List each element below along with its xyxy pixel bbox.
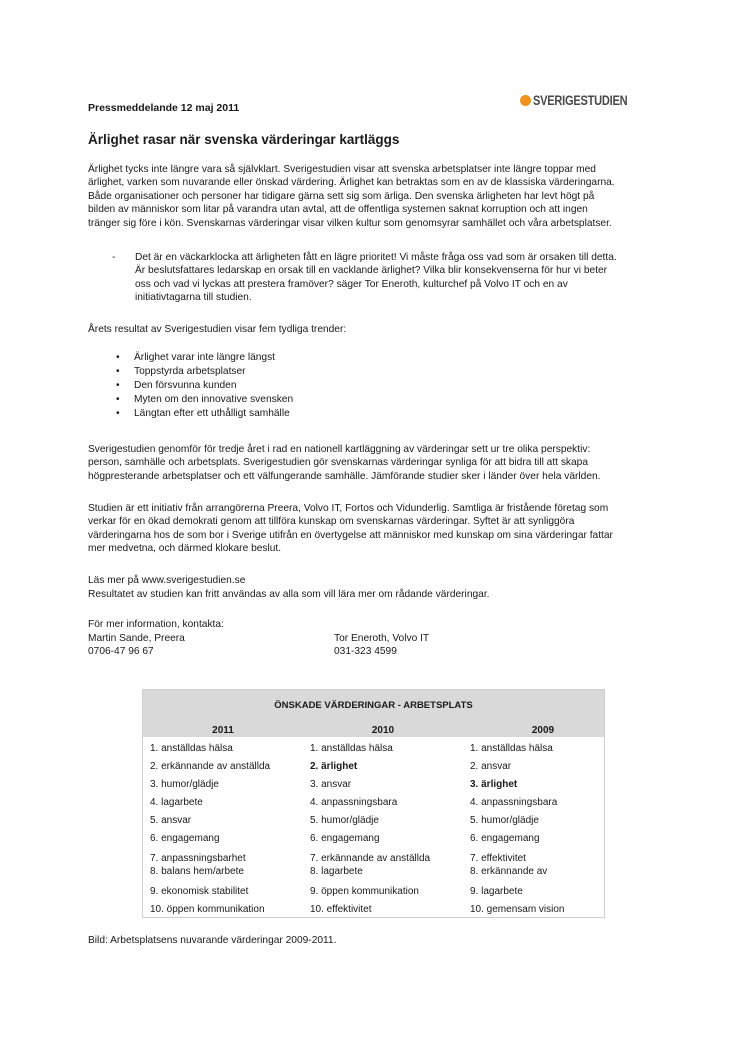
table-cell: 10. öppen kommunikation (150, 904, 265, 915)
table-cell: 9. lagarbete (470, 886, 523, 897)
headline: Ärlighet rasar när svenska värderingar kartläggs (88, 132, 400, 147)
quote-body (135, 251, 675, 305)
text-line: tränger sig före i kön. Svenskarnas värderingar visar vilken kultur som genomsyrar samhället och våra arbetsplatser. (88, 217, 612, 229)
bullet: • (116, 394, 120, 405)
quote-dash: - (112, 252, 116, 263)
bullet: • (116, 380, 120, 391)
table-title: ÖNSKADE VÄRDERINGAR - ARBETSPLATS (274, 700, 473, 711)
read-more (88, 574, 489, 601)
website-link[interactable]: Läs mer på www.sverigestudien.se (88, 575, 246, 586)
year-header: 2011 (212, 725, 234, 736)
intro-paragraph (88, 163, 660, 230)
column-2010 (310, 740, 468, 919)
year-header: 2009 (531, 725, 555, 736)
text-line: Ärlighet tycks inte längre vara så självklart. Sverigestudien visar att svenska arbetsplatser inte längre toppar med (88, 164, 596, 175)
contact-name: Martin Sande, Preera (88, 632, 185, 644)
contact-phone: 0706-47 96 67 (88, 646, 154, 658)
table-cell: 10. effektivitet (310, 904, 372, 915)
table-cell: 4. anpassningsbara (470, 797, 558, 808)
table-cell: 3. ansvar (310, 779, 352, 790)
bullet: • (116, 366, 120, 377)
text-line: mer medvetna, och därmed klokare beslut. (88, 543, 282, 555)
text-line: Det är en väckarklocka att ärligheten fått en lägre prioritet! Vi måste fråga oss vad som är orsaken till detta. (135, 252, 617, 263)
table-cell: 7. erkännande av anställda (310, 853, 431, 864)
table-cell: 4. anpassningsbara (310, 797, 398, 808)
table-cell: 2. erkännande av anställda (150, 761, 271, 772)
text-line: värderingarna hos de som bor i Sverige utifrån en övertygelse att människor med kunskap om sina värderingar fattar (88, 529, 613, 541)
column-2011 (150, 740, 308, 919)
table-cell: 2. ansvar (470, 761, 512, 772)
table-cell: 6. engagemang (470, 833, 540, 844)
text-line: Sverigestudien genomför för tredje året i rad en nationell kartläggning av värderingar sett ur tre olika perspektiv: (88, 444, 591, 455)
table-header (143, 690, 604, 737)
text-line: Studien är ett initiativ från arrangörerna Preera, Volvo IT, Fortos och Vidunderlig. Samtliga är fristående företag som (88, 503, 609, 514)
table-cell: 1. anställdas hälsa (470, 743, 553, 754)
table-cell-highlight: 2. ärlighet (310, 761, 358, 772)
text-line: verkar för en ökad demokrati genom att tillföra kunskap om svenskarnas värderingar. Syftet är att synliggöra (88, 516, 575, 528)
table-cell: 10. gemensam vision (470, 904, 565, 915)
table-cell-highlight: 3. ärlighet (470, 779, 518, 790)
text-line: högpresterande arbetsplatser och ett välfungerande samhälle. Jämförande studier sker i länder över hela världen. (88, 470, 601, 482)
text-line: ärlighet, varken som nuvarande eller önskad värdering. Ärlighet kan betraktas som en av de klassiska värderingarna. (88, 177, 615, 189)
bullet: • (116, 352, 120, 363)
sun-icon (520, 95, 531, 106)
values-table (142, 689, 605, 918)
table-cell: 1. anställdas hälsa (150, 743, 233, 754)
usage-note: Resultatet av studien kan fritt användas av alla som vill lära mer om rådande värderingar. (88, 588, 490, 600)
table-cell: 6. engagemang (150, 833, 220, 844)
list-item: • Längtan efter ett uthålligt samhälle (116, 408, 290, 419)
table-cell: 8. erkännande av (470, 866, 548, 877)
brand-logo (520, 93, 648, 108)
contact-name: Tor Eneroth, Volvo IT (334, 632, 430, 644)
table-cell: 5. humor/glädje (470, 815, 539, 826)
contact-phone: 031-323 4599 (334, 646, 397, 658)
text-line: Är beslutsfattares ledarskap en orsak till en vacklande ärlighet? Vilka blir konsekvenserna för hur vi beter (135, 265, 608, 277)
table-cell: 1. anställdas hälsa (310, 743, 393, 754)
table-cell: 8. lagarbete (310, 866, 363, 877)
text-line: Både organisationer och personer har tidigare gärna sett sig som ärliga. Den svenska ärligheten har levt högt på (88, 190, 595, 202)
table-cell: 5. humor/glädje (310, 815, 379, 826)
initiative-paragraph (88, 502, 660, 556)
press-date: Pressmeddelande 12 maj 2011 (88, 102, 240, 114)
table-cell: 5. ansvar (150, 815, 192, 826)
trends-list (112, 351, 293, 421)
table-cell: 3. humor/glädje (150, 779, 219, 790)
table-cell: 7. anpassningsbarhet (150, 853, 246, 864)
list-item: • Ärlighet varar inte längre längst (116, 352, 276, 363)
table-cell: 4. lagarbete (150, 797, 203, 808)
brand-name: SVERIGESTUDIEN (532, 93, 628, 108)
table-cell: 8. balans hem/arbete (150, 866, 244, 877)
table-cell: 9. ekonomisk stabilitet (150, 886, 249, 897)
text-line: person, samhälle och arbetsplats. Sverigestudien gör svenskarnas värderingar synliga för att bidra till att skapa (88, 457, 589, 469)
table-cell: 6. engagemang (310, 833, 380, 844)
contact-left (88, 618, 224, 659)
study-paragraph (88, 443, 660, 483)
text-line: oss och vad vi lyckas att prestera framöver? säger Tor Eneroth, kulturchef på Volvo IT och en av (135, 278, 568, 290)
contact-right (334, 632, 429, 659)
header (88, 93, 660, 120)
year-header: 2010 (371, 725, 395, 736)
text-line: bilden av människor som litar på varandra utan avtal, att de offentliga systemen saknat korruption och att ingen (88, 204, 588, 216)
table-caption: Bild: Arbetsplatsens nuvarande värderingar 2009-2011. (88, 935, 337, 946)
text-line: initiativtagarna till studien. (135, 292, 252, 304)
table-cell: 7. effektivitet (470, 853, 526, 864)
contact-label: För mer information, kontakta: (88, 619, 224, 630)
list-item: • Myten om den innovative svensken (116, 394, 294, 405)
list-item: • Toppstyrda arbetsplatser (116, 366, 246, 377)
list-item: • Den försvunna kunden (116, 380, 237, 391)
table-cell: 9. öppen kommunikation (310, 886, 419, 897)
column-2009 (470, 740, 628, 919)
trends-intro: Årets resultat av Sverigestudien visar fem tydliga trender: (88, 324, 347, 335)
bullet: • (116, 408, 120, 419)
